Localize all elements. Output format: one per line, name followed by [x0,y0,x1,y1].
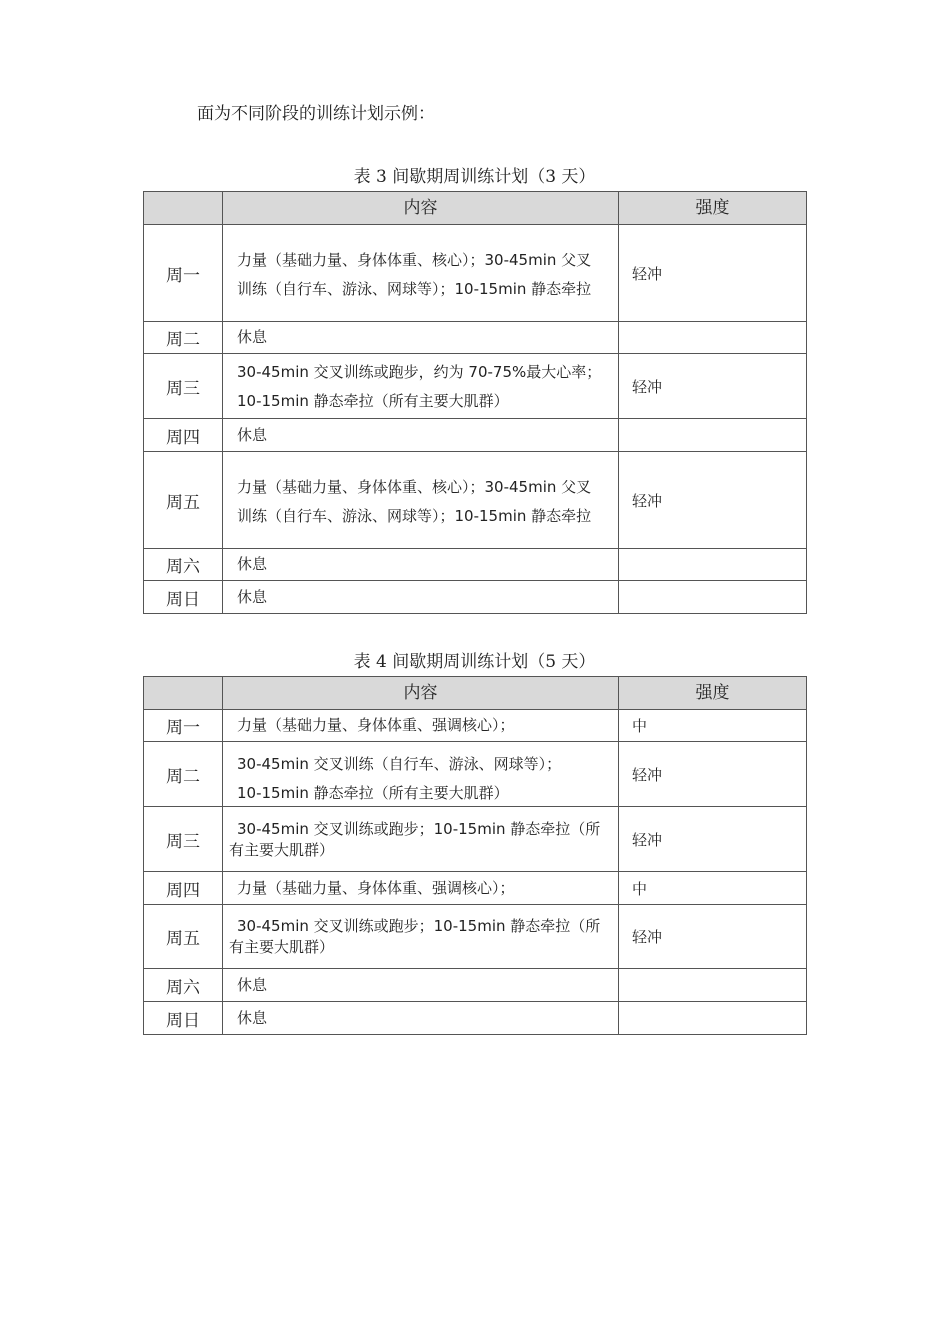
content-cell: 力量（基础力量、身体体重、强调核心）； [237,716,515,734]
content-cell: 30-45min 交叉训练（自行车、游泳、网球等）； 10-15min 静态牵拉（所有主要大肌群） [237,754,562,802]
table-header-row [144,192,807,225]
table-row [144,1002,807,1035]
day-cell: 周五 [166,492,200,513]
content-cell: 30-45min 交叉训练或跑步；10-15min 静态牵拉（所有主要大肌群） [229,819,601,859]
content-cell: 休息 [237,1008,268,1027]
day-cell: 周二 [166,330,200,350]
day-cell: 周二 [166,766,200,787]
day-cell: 周五 [166,929,200,949]
table-row [144,452,807,549]
table-row [144,807,807,872]
day-cell: 周一 [166,718,200,738]
content-cell: 力量（基础力量、身体体重、核心）；30-45min 父叉 训练（自行车、游泳、网球等）；10-15min 静态牵拉 [237,251,592,298]
intensity-cell: 轻冲 [632,491,663,510]
table-row [144,419,807,452]
content-cell: 休息 [237,555,268,573]
table-row [144,225,807,322]
intensity-cell: 中 [632,879,648,898]
table-row [144,549,807,581]
table-3 [143,191,807,614]
header-intensity-cell [619,192,807,225]
intensity-cell: 中 [632,717,648,735]
table-row [144,969,807,1002]
table-3-caption: 表 3 间歇期周训练计划（3 天） [353,167,596,187]
table-row [144,581,807,614]
header-content-label: 内容 [403,198,438,218]
header-content-cell [223,192,619,225]
content-cell: 休息 [237,328,268,346]
intensity-cell: 轻冲 [632,830,663,849]
day-cell: 周四 [166,427,200,448]
table-row [144,905,807,969]
intensity-cell: 轻冲 [632,928,663,946]
day-cell: 周三 [166,831,200,852]
content-cell: 30-45min 交叉训练或跑步，约为 70-75%最大心率； 10-15min 静态牵拉（所有主要大肌群） [237,363,602,410]
table-row [144,872,807,905]
header-intensity-label: 强度 [695,683,730,703]
intensity-cell: 轻冲 [632,264,663,283]
table-4 [143,676,807,1035]
table-row [144,710,807,742]
day-cell: 周一 [166,265,200,286]
day-cell: 周日 [166,589,200,610]
intensity-cell: 轻冲 [632,377,663,396]
day-cell: 周六 [166,557,200,577]
content-cell: 力量（基础力量、身体体重、强调核心）； [237,878,515,897]
content-cell: 力量（基础力量、身体体重、核心）；30-45min 父叉 训练（自行车、游泳、网球等）；10-15min 静态牵拉 [237,478,592,525]
content-cell: 30-45min 交叉训练或跑步；10-15min 静态牵拉（所有主要大肌群） [229,917,601,956]
intensity-cell: 轻冲 [632,765,663,784]
header-day-cell [144,677,223,710]
day-cell: 周三 [166,378,200,399]
header-intensity-label: 强度 [695,198,730,218]
day-cell: 周日 [166,1010,200,1031]
day-cell: 周六 [166,977,200,998]
header-content-cell [223,677,619,710]
table-4-caption: 表 4 间歇期周训练计划（5 天） [353,652,596,672]
header-intensity-cell [619,677,807,710]
content-cell: 休息 [237,587,268,606]
intro-text: 面为不同阶段的训练计划示例： [197,104,435,124]
content-cell: 休息 [237,425,268,444]
table-row [144,354,807,419]
header-content-label: 内容 [403,683,438,703]
day-cell: 周四 [166,880,200,901]
table-header-row [144,677,807,710]
header-day-cell [144,192,223,225]
table-row [144,322,807,354]
table-row [144,742,807,807]
content-cell: 休息 [237,975,268,994]
